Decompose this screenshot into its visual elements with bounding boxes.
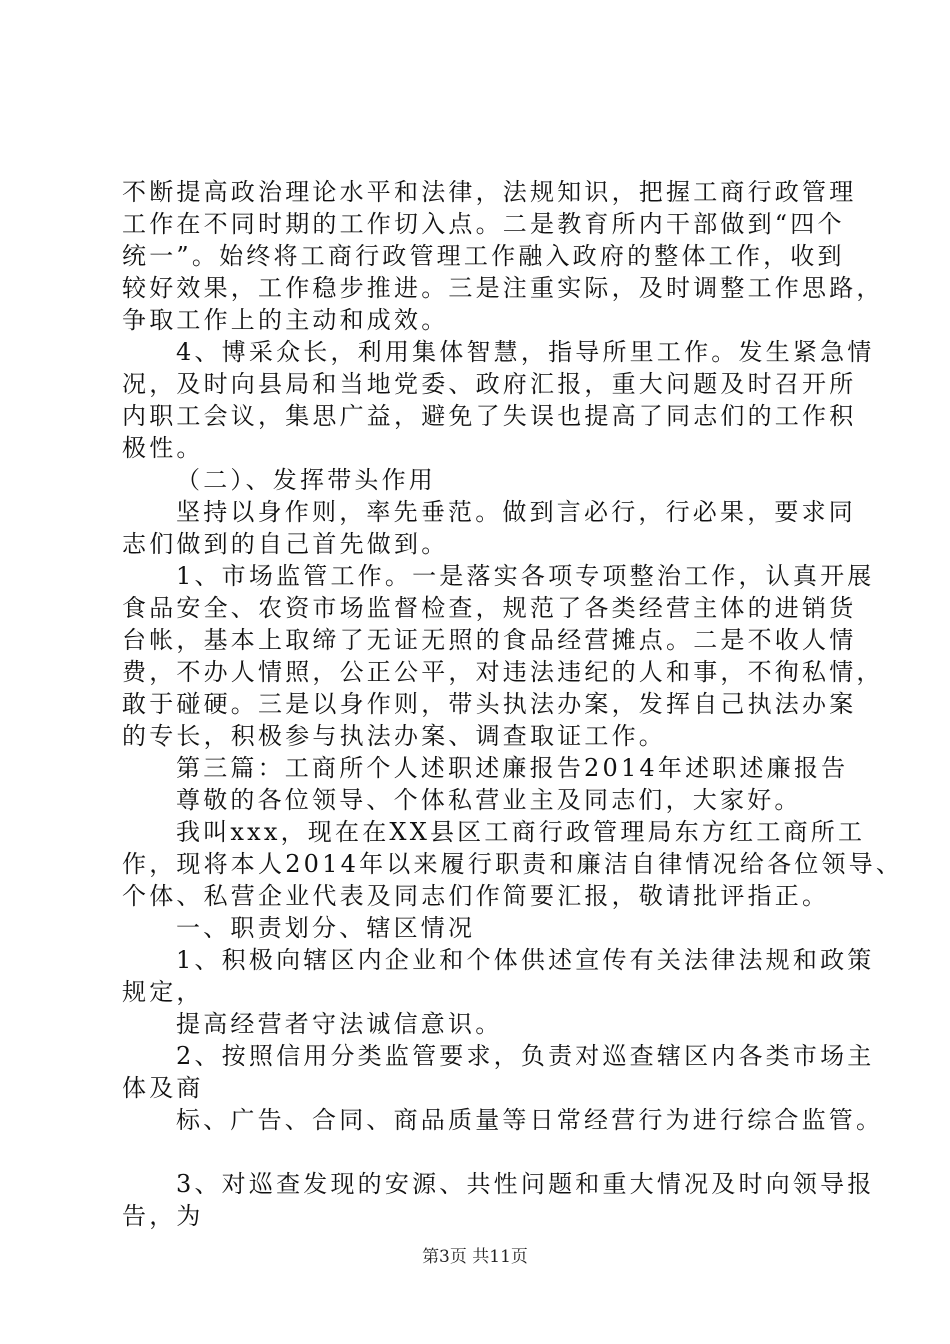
text-line: 1、积极向辖区内企业和个体供述宣传有关法律法规和政策 [176,946,875,974]
text-line: 4、博采众长，利用集体智慧，指导所里工作。发生紧急情 [176,338,875,366]
text-line: 统一”。始终将工商行政管理工作融入政府的整体工作，收到 [122,242,845,270]
chapter-title: 第三篇：工商所个人述职述廉报告2014年述职述廉报告 [176,754,849,782]
text-line: 提高经营者守法诚信意识。 [176,1010,503,1038]
text-line: 尊敬的各位领导、个体私营业主及同志们，大家好。 [176,786,802,814]
text-line: 作，现将本人2014年以来履行职责和廉洁自律情况给各位领导、 [122,850,904,878]
text-line: 3、对巡查发现的安源、共性问题和重大情况及时向领导报 [176,1170,875,1198]
text-line: 费，不办人情照，公正公平，对违法违纪的人和事，不徇私情， [122,658,884,686]
text-line: 体及商 [122,1074,204,1102]
text-line: 志们做到的自己首先做到。 [122,530,449,558]
text-line: 台帐，基本上取缔了无证无照的食品经营摊点。二是不收人情 [122,626,857,654]
text-line: 食品安全、农资市场监督检查，规范了各类经营主体的进销货 [122,594,857,622]
text-line: 内职工会议，集思广益，避免了失误也提高了同志们的工作积 [122,402,857,430]
text-line: 坚持以身作则，率先垂范。做到言必行，行必果，要求同 [176,498,856,526]
text-line: 况，及时向县局和当地党委、政府汇报，重大问题及时召开所 [122,370,857,398]
text-line: 标、广告、合同、商品质量等日常经营行为进行综合监管。 [176,1106,884,1134]
text-line: 1、市场监管工作。一是落实各项专项整治工作，认真开展 [176,562,875,590]
section-heading: （二）、发挥带头作用 [176,466,436,494]
text-line: 的专长，积极参与执法办案、调查取证工作。 [122,722,666,750]
text-line: 工作在不同时期的工作切入点。二是教育所内干部做到“四个 [122,210,845,238]
text-line: 较好效果，工作稳步推进。三是注重实际，及时调整工作思路， [122,274,884,302]
page-number-footer: 第3页 共11页 [422,1247,528,1267]
text-line: 2、按照信用分类监管要求，负责对巡查辖区内各类市场主 [176,1042,875,1070]
text-line: 不断提高政治理论水平和法律，法规知识，把握工商行政管理 [122,178,857,206]
text-line: 敢于碰硬。三是以身作则，带头执法办案，发挥自己执法办案 [122,690,857,718]
section-heading: 一、职责划分、辖区情况 [176,914,476,942]
text-line: 极性。 [122,434,204,462]
text-line: 我叫xxx，现在在XX县区工商行政管理局东方红工商所工 [176,818,866,846]
text-line: 争取工作上的主动和成效。 [122,306,449,334]
text-line: 规定， [122,978,204,1006]
text-line: 个体、私营企业代表及同志们作简要汇报，敬请批评指正。 [122,882,830,910]
text-line: 告，为 [122,1202,204,1230]
